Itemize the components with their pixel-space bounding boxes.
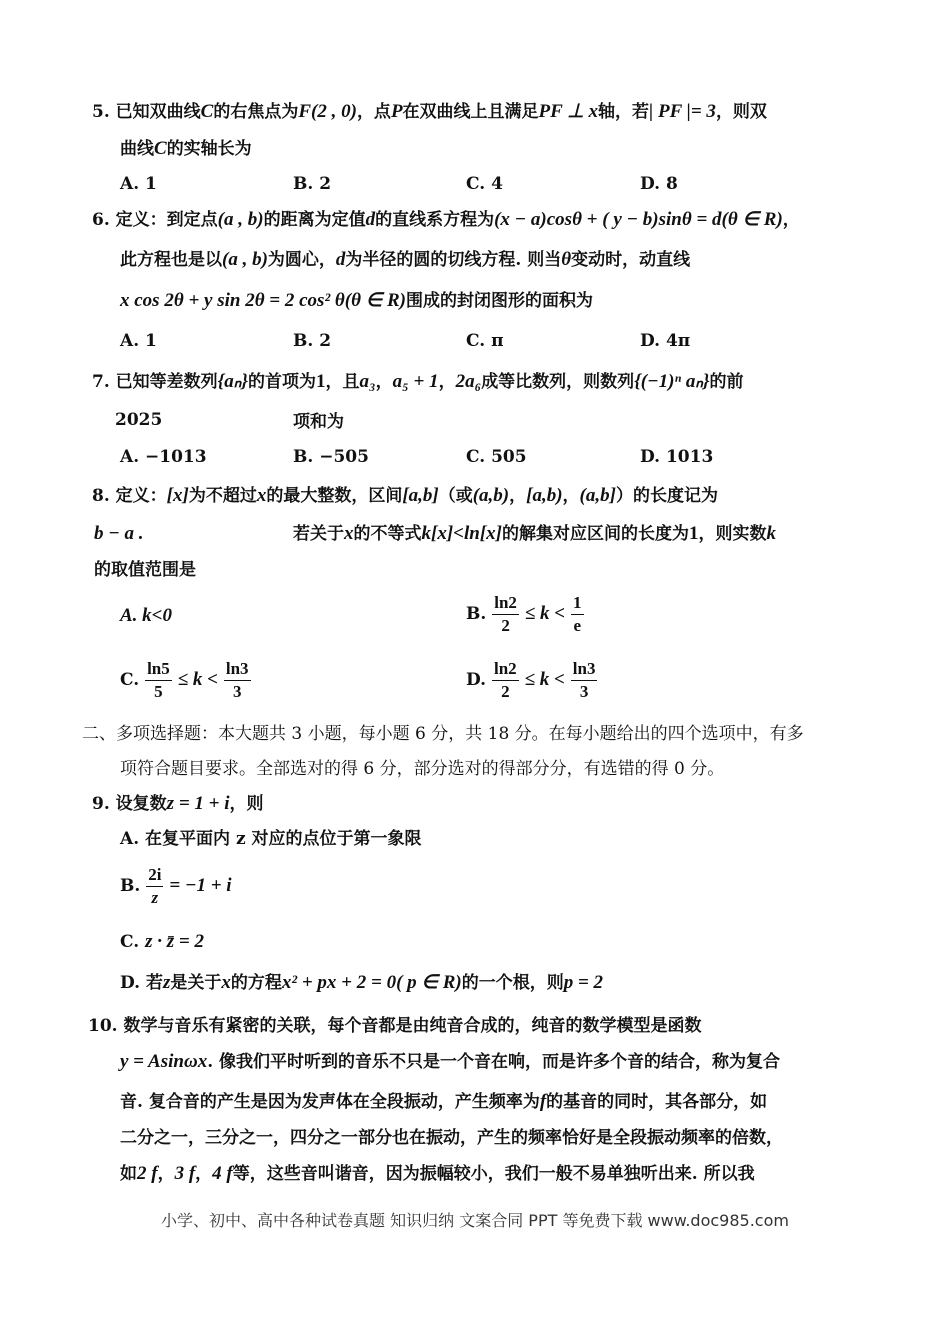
q9-number: 9. — [92, 794, 110, 814]
q5-option-a: A. 1 — [120, 174, 157, 194]
q8-option-b: B. $\frac{\ln 2}{2}$ ≤ k < $\frac{1}{e}$ — [466, 593, 582, 635]
q8-line2a: b − a . — [94, 523, 144, 544]
q9-option-b: B. $\frac{2i}{z}$ = −1 + i — [120, 865, 232, 907]
q9-option-c: C. z · z̄ = 2 — [120, 931, 204, 952]
q5-line2: 曲线C的实轴长为 — [120, 138, 252, 159]
q5-line1: 5. 已知双曲线C的右焦点为F(2 , 0)，点P在双曲线上且满足PF ⊥ x轴，若| PF |= 3，则双 — [92, 101, 767, 122]
q8-option-a: A. k<0 — [120, 605, 172, 626]
q7-number: 7. — [92, 372, 110, 392]
fraction: $\frac{\ln 2}{2}$ — [493, 659, 517, 701]
q5-number: 5. — [92, 102, 110, 122]
q5-option-c: C. 4 — [466, 174, 503, 194]
q7-option-b: B. −505 — [293, 447, 369, 467]
q9-option-d: D. 若z是关于x的方程x² + px + 2 = 0( p ∈ R)的一个根，则p = 2 — [120, 972, 604, 993]
q10-number: 10. — [88, 1016, 118, 1036]
q5-option-d: D. 8 — [640, 174, 678, 194]
fraction: $\frac{2i}{z}$ — [148, 865, 162, 907]
q6-option-d: D. 4π — [640, 331, 691, 351]
page-footer: 小学、初中、高中各种试卷真题 知识归纳 文案合同 PPT 等免费下载 www.doc985.com — [161, 1211, 789, 1230]
q6-number: 6. — [92, 210, 110, 230]
q8-option-c: C. $\frac{\ln 5}{5}$ ≤ k < $\frac{\ln 3}{3}$ — [120, 659, 249, 701]
q10-line1: 10. 数学与音乐有紧密的关联，每个音都是由纯音合成的，纯音的数学模型是函数 — [88, 1016, 702, 1036]
q8-line3: 的取值范围是 — [94, 560, 196, 580]
q8-option-d: D. $\frac{\ln 2}{2}$ ≤ k < $\frac{\ln 3}{3}$ — [466, 659, 596, 701]
q6-line2: 此方程也是以(a , b)为圆心，d为半径的圆的切线方程. 则当θ变动时，动直线 — [120, 249, 691, 270]
section-heading-line1: 二、多项选择题：本大题共 3 小题，每小题 6 分，共 18 分。在每小题给出的四个选项中，有多 — [82, 724, 804, 744]
q9-option-a: A. 在复平面内 z 对应的点位于第一象限 — [120, 829, 422, 849]
q6-line1: 6. 定义：到定点(a , b)的距离为定值d的直线系方程为(x − a)cosθ + ( y − b)sinθ = d(θ ∈ R)， — [92, 209, 800, 230]
q10-line4: 二分之一，三分之一，四分之一部分也在振动，产生的频率恰好是全段振动频率的倍数， — [120, 1128, 783, 1148]
q6-option-a: A. 1 — [120, 331, 157, 351]
q7-line1: 7. 已知等差数列{aₙ}的首项为1，且a₃，a₅ + 1，2a₆成等比数列，则数列{(−1)ⁿ aₙ}的前 — [92, 371, 744, 392]
q6-option-b: B. 2 — [293, 331, 332, 351]
fraction: $\frac{\ln 5}{5}$ — [147, 659, 170, 701]
q7-line2-count: 2025 — [115, 410, 163, 430]
q10-line3: 音. 复合音的产生是因为发声体在全段振动，产生频率为f的基音的同时，其各部分，如 — [120, 1091, 768, 1112]
fraction: $\frac{1}{e}$ — [573, 593, 582, 635]
q8-line1: 8. 定义：[x]为不超过x的最大整数，区间[a,b]（或(a,b)，[a,b)，(a,b]）的长度记为 — [92, 485, 718, 506]
q8-line2b: 若关于x的不等式k[x]<ln[x]的解集对应区间的长度为1，则实数k — [293, 523, 776, 544]
fraction: $\frac{\ln 3}{3}$ — [225, 659, 249, 701]
q10-line2: y = Asinωx. 像我们平时听到的音乐不只是一个音在响，而是许多个音的结合，称为复合 — [120, 1051, 781, 1072]
section-heading-line2: 项符合题目要求。全部选对的得 6 分，部分选对的得部分分，有选错的得 0 分。 — [120, 759, 725, 779]
q7-option-a: A. −1013 — [120, 447, 207, 467]
fraction: $\frac{\ln 3}{3}$ — [572, 659, 596, 701]
fraction: $\frac{\ln 2}{2}$ — [494, 593, 517, 635]
q6-option-c: C. π — [466, 331, 504, 351]
q9-line1: 9. 设复数z = 1 + i，则 — [92, 793, 264, 814]
q5-option-b: B. 2 — [293, 174, 332, 194]
q6-line3: x cos 2θ + y sin 2θ = 2 cos² θ(θ ∈ R)围成的封闭图形的面积为 — [120, 290, 594, 311]
q7-option-d: D. 1013 — [640, 447, 714, 467]
q7-line2-text: 项和为 — [293, 412, 344, 432]
q7-option-c: C. 505 — [466, 447, 527, 467]
q10-line5: 如2 f，3 f，4 f等，这些音叫谐音，因为振幅较小，我们一般不易单独听出来. 所以我 — [120, 1163, 755, 1184]
q8-number: 8. — [92, 486, 110, 506]
